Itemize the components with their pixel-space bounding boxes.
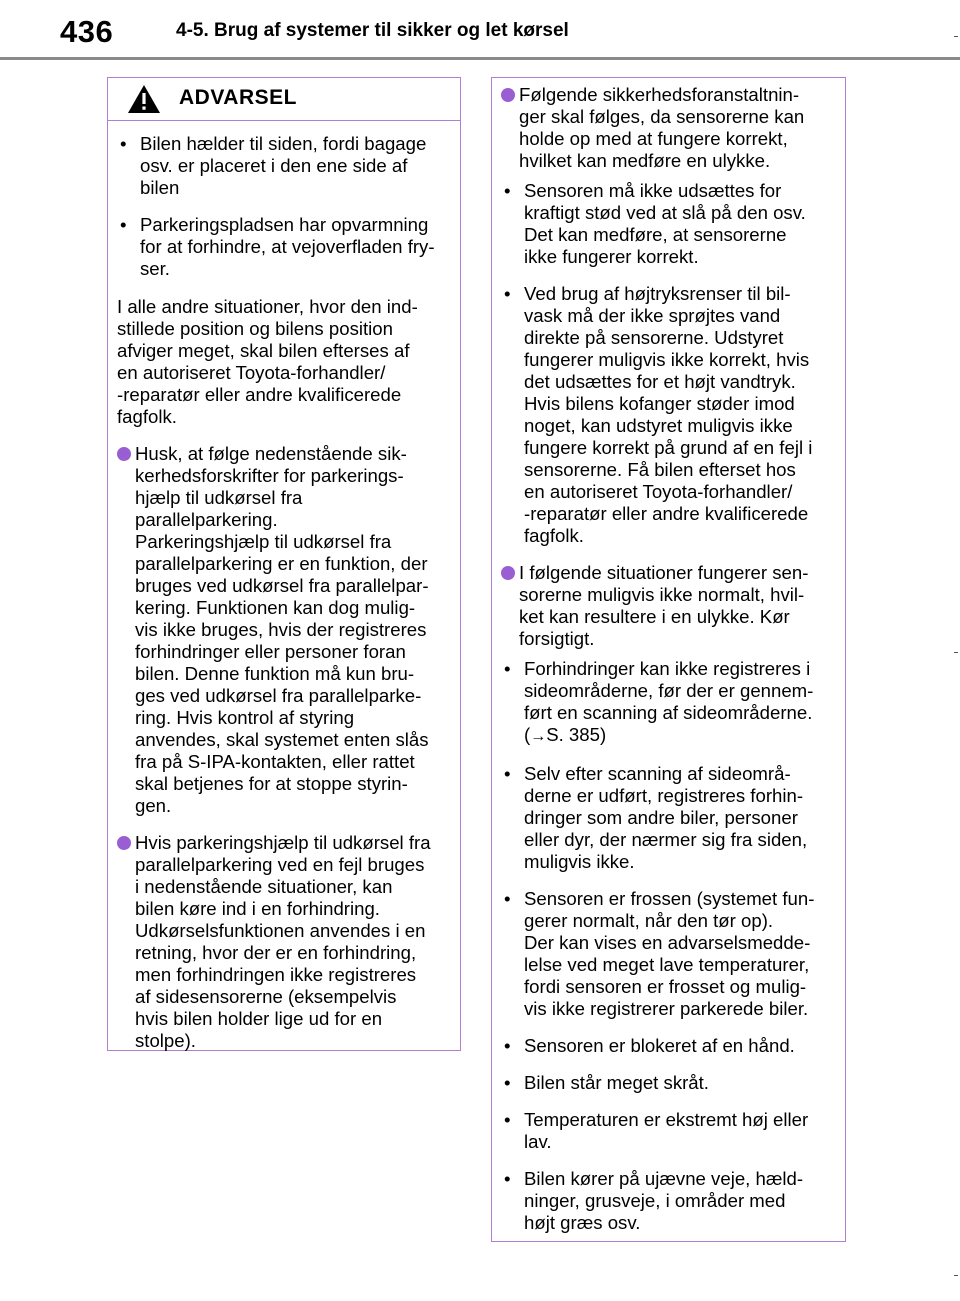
list-item: • Bilen står meget skråt. bbox=[501, 1072, 833, 1094]
header-divider bbox=[0, 57, 960, 60]
trim-mark bbox=[954, 1275, 958, 1276]
trim-mark bbox=[954, 652, 958, 653]
list-item bbox=[117, 832, 448, 1052]
section-title: 4-5. Brug af systemer til sikker og let kørsel bbox=[176, 20, 569, 41]
list-item bbox=[501, 562, 833, 650]
list-item-text: • Forhindringer kan ikke registreres i sideområderne, før der er gennem- ført en scanning af sideområderne. bbox=[524, 658, 814, 723]
list-item: • Selv efter scanning af sideområ- derne er udført, registreres forhin- dringer som andre biler, personer eller dyr, der nærmer sig fra siden, muligvis ikke. bbox=[501, 763, 833, 873]
page-reference bbox=[524, 724, 833, 748]
warning-box bbox=[107, 77, 461, 1051]
list-item bbox=[117, 443, 448, 817]
reference-open: ( bbox=[524, 724, 531, 745]
arrow-right-icon: → bbox=[530, 728, 547, 745]
list-item: • Bilen hælder til siden, fordi bagage osv. er placeret i den ene side af bilen bbox=[117, 133, 448, 199]
circle-bullet-icon bbox=[117, 836, 131, 850]
continuation-box bbox=[491, 77, 846, 1242]
circle-bullet-icon bbox=[117, 447, 131, 461]
circle-bullet-icon bbox=[501, 566, 515, 580]
list-item-text: Hvis parkeringshjælp til udkørsel fra parallelparkering ved en fejl bruges i nedenstående situationer, kan bilen køre ind i en forhindring. Udkørselsfunktionen anvendes i en retning, hvor der er en forhindring, men forhindringen ikke registreres af sidesensorerne (eksempelvis hvis bilen holder lige ud for en stolpe). bbox=[135, 832, 431, 1051]
list-item-text: I følgende situationer fungerer sen- sorerne muligvis ikke normalt, hvil- ket kan resultere i en ulykke. Kør forsigtigt. bbox=[519, 562, 809, 649]
warning-content bbox=[108, 121, 460, 1052]
list-item: • Bilen kører på ujævne veje, hæld- ninger, grusveje, i områder med højt græs osv. bbox=[501, 1168, 833, 1234]
list-item: • Temperaturen er ekstremt høj eller lav. bbox=[501, 1109, 833, 1153]
page-header bbox=[0, 0, 960, 64]
page-number: 436 bbox=[60, 14, 114, 49]
warning-triangle-icon bbox=[127, 84, 161, 114]
paragraph: I alle andre situationer, hvor den ind- stillede position og bilens position afviger meget, skal bilen efterses af en autoriseret Toyota-forhandler/ -reparatør eller andre kvalificerede fagfolk. bbox=[117, 296, 418, 427]
reference-page: S. 385) bbox=[546, 724, 607, 745]
list-item: • Ved brug af højtryksrenser til bil- vask må der ikke sprøjtes vand direkte på sensorerne. Udstyret fungerer muligvis ikke korrekt, hvis det udsættes for et højt vandtryk. Hvis bilens kofanger støder imod noget, kan udstyret muligvis ikke fungere korrekt på grund af en fejl i sensorerne. Få bilen efterset hos en autoriseret Toyota-forhandler/ -reparatør eller andre kvalificerede fagfolk. bbox=[501, 283, 833, 547]
continuation-content bbox=[492, 78, 845, 1234]
list-item-text: Følgende sikkerhedsforanstaltnin- ger skal følges, da sensorerne kan holde op med at fungere korrekt, hvilket kan medføre en ulykke. bbox=[519, 84, 805, 171]
list-item-text: Husk, at følge nedenstående sik- kerhedsforskrifter for parkerings- hjælp til udkørsel fra parallelparkering. Parkeringshjælp til udkørsel fra parallelparkering er en funktion, der bruges ved udkørsel fra parallelpar- kering. Funktionen kan dog mulig- vis ikke bruges, hvis der registreres forhindringer eller personer foran bilen. Denne funktion må kun bru- ges ved udkørsel fra parallelparke- ring. Hvis kontrol af styring anvendes, skal systemet enten slås fra på S-IPA-kontakten, eller rattet skal betjenes for at stoppe styrin- gen. bbox=[135, 443, 429, 816]
warning-title: ADVARSEL bbox=[179, 86, 297, 109]
list-item: • Sensoren må ikke udsættes for kraftigt stød ved at slå på den osv. Det kan medføre, at sensorerne ikke fungerer korrekt. bbox=[501, 180, 833, 268]
trim-mark bbox=[954, 36, 958, 37]
list-item: • Sensoren er frossen (systemet fun- gerer normalt, når den tør op). Der kan vises en advarselsmedde- lelse ved meget lave temperaturer, fordi sensoren er frosset og mulig- vis ikke registrerer parkerede biler. bbox=[501, 888, 833, 1020]
circle-bullet-icon bbox=[501, 88, 515, 102]
list-item bbox=[501, 84, 833, 172]
list-item: • Sensoren er blokeret af en hånd. bbox=[501, 1035, 833, 1057]
warning-header bbox=[108, 78, 460, 121]
list-item bbox=[501, 658, 833, 748]
list-item: • Parkeringspladsen har opvarmning for at forhindre, at vejoverfladen fry- ser. bbox=[117, 214, 448, 280]
